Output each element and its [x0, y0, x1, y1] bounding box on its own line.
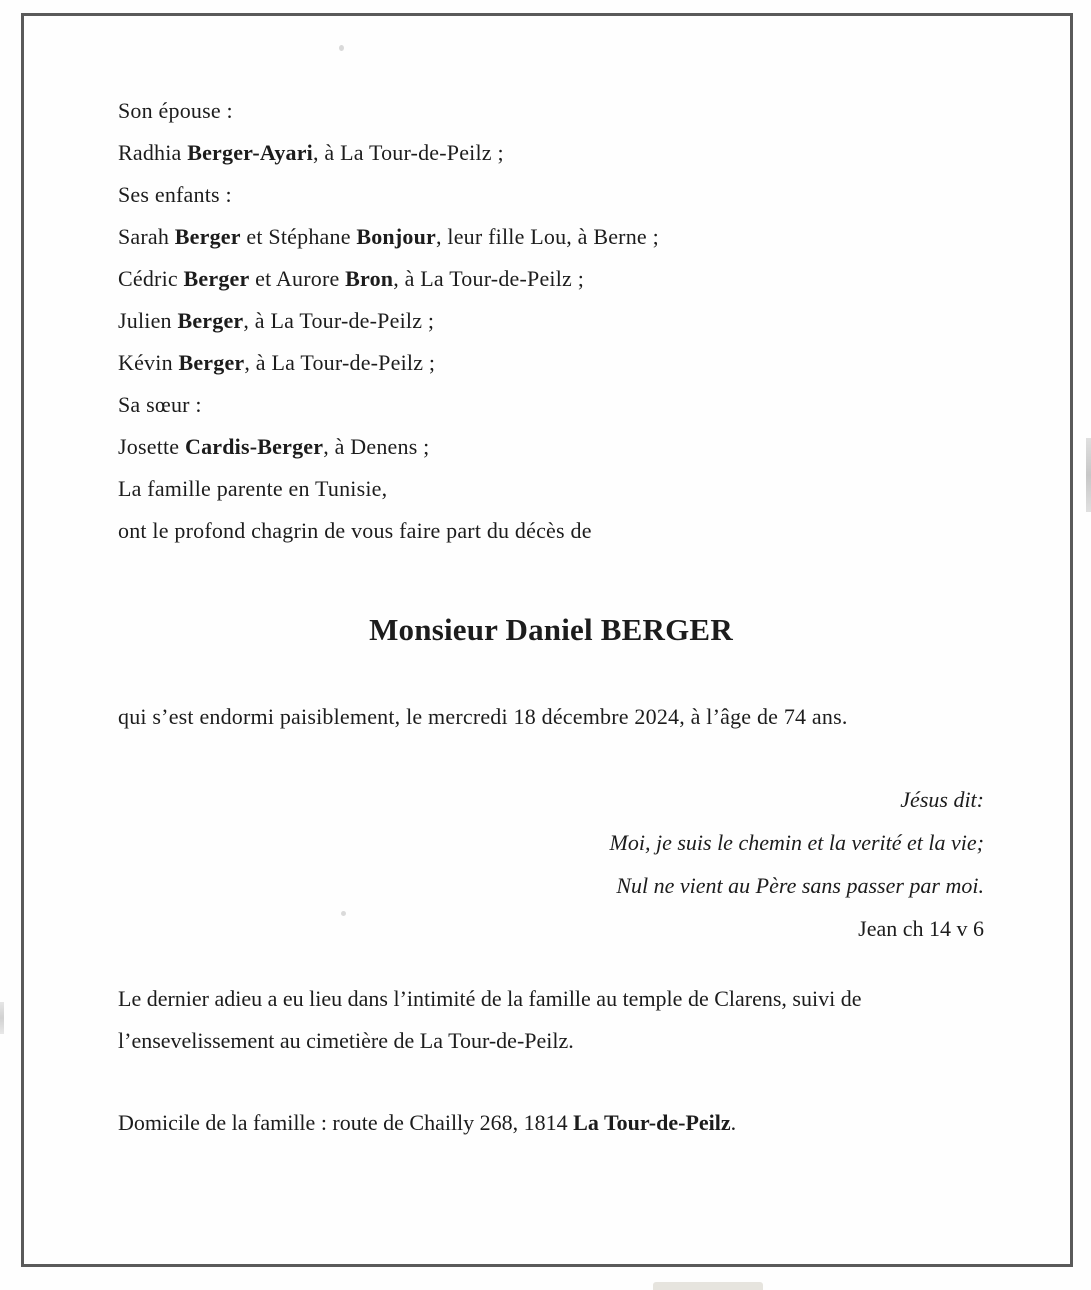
- scripture-quote: [118, 778, 984, 950]
- text-segment: Sa sœur :: [118, 392, 202, 417]
- text-segment: Julien: [118, 308, 178, 333]
- text-segment: Son épouse :: [118, 98, 233, 123]
- text-segment: .: [730, 1110, 737, 1135]
- scan-edge-smudge: [653, 1282, 763, 1290]
- family-line: [118, 384, 984, 426]
- text-segment: , à La Tour-de-Peilz ;: [313, 140, 504, 165]
- surname-bold: Berger: [183, 266, 250, 291]
- text-segment: , à La Tour-de-Peilz ;: [244, 350, 436, 375]
- text-segment: , leur fille Lou, à Berne ;: [436, 224, 659, 249]
- obituary-page: [21, 13, 1073, 1267]
- surname-bold: Berger-Ayari: [187, 140, 313, 165]
- text-segment: ont le profond chagrin de vous faire part du décès de: [118, 518, 592, 543]
- family-line: [118, 342, 984, 384]
- text-segment: La famille parente en Tunisie,: [118, 476, 388, 501]
- surname-bold: Bonjour: [356, 224, 436, 249]
- family-line: [118, 258, 984, 300]
- surname-bold: Berger: [174, 224, 241, 249]
- surname-bold: Bron: [345, 266, 394, 291]
- text-segment: Josette: [118, 434, 185, 459]
- scan-edge-smudge: [0, 1002, 4, 1034]
- scripture-line: Moi, je suis le chemin et la verité et la vie;: [609, 830, 984, 855]
- death-announcement-line: qui s’est endormi paisiblement, le mercredi 18 décembre 2024, à l’âge de 74 ans.: [118, 704, 848, 729]
- obituary-content: [24, 16, 1070, 1144]
- scan-edge-smudge: [1086, 438, 1091, 512]
- scripture-intro: Jésus dit:: [900, 787, 984, 812]
- text-segment: Ses enfants :: [118, 182, 232, 207]
- surname-bold: Cardis-Berger: [184, 434, 324, 459]
- text-segment: et Aurore: [249, 266, 346, 291]
- text-segment: , à La Tour-de-Peilz ;: [243, 308, 435, 333]
- farewell-paragraph: [118, 978, 984, 1062]
- family-line: [118, 468, 984, 510]
- family-list: [118, 90, 984, 552]
- family-line: [118, 510, 984, 552]
- scripture-reference: Jean ch 14 v 6: [858, 916, 984, 941]
- text-segment: , à La Tour-de-Peilz ;: [393, 266, 585, 291]
- surname-bold: Berger: [178, 350, 245, 375]
- text-segment: Radhia: [118, 140, 188, 165]
- surname-bold: Berger: [177, 308, 244, 333]
- text-segment: Kévin: [118, 350, 179, 375]
- text-segment: Cédric: [118, 266, 184, 291]
- family-line: [118, 216, 984, 258]
- surname-bold: La Tour-de-Peilz: [573, 1110, 731, 1135]
- family-line: [118, 174, 984, 216]
- text-segment: Domicile de la famille : route de Chailly 268, 1814: [118, 1110, 574, 1135]
- text-segment: , à Denens ;: [323, 434, 430, 459]
- farewell-line: l’ensevelissement au cimetière de La Tour-de-Peilz.: [118, 1028, 574, 1053]
- family-line: [118, 426, 984, 468]
- text-segment: Sarah: [118, 224, 175, 249]
- deceased-name: Monsieur Daniel BERGER: [369, 612, 733, 647]
- family-line: [118, 300, 984, 342]
- farewell-line: Le dernier adieu a eu lieu dans l’intimité de la famille au temple de Clarens, suivi de: [118, 986, 862, 1011]
- text-segment: et Stéphane: [240, 224, 357, 249]
- family-address: [118, 1102, 984, 1144]
- scripture-line: Nul ne vient au Père sans passer par moi.: [616, 873, 984, 898]
- family-line: [118, 90, 984, 132]
- family-line: [118, 132, 984, 174]
